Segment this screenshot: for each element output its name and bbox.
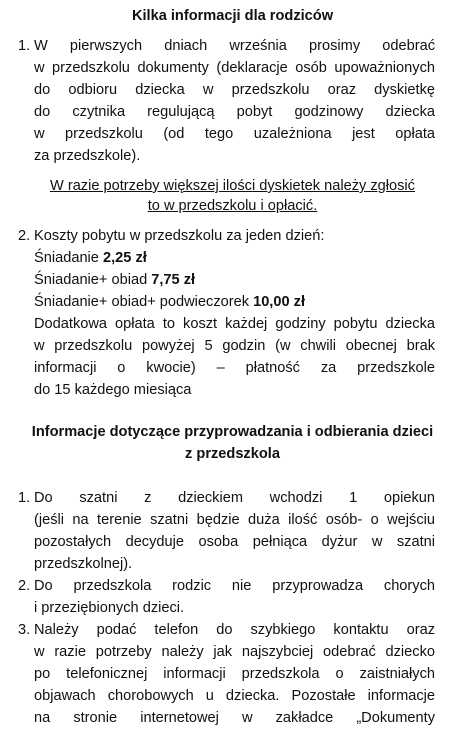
cost-item-price: 2,25 zł	[102, 250, 147, 266]
cost-item	[34, 248, 147, 268]
list-number: 1.	[18, 490, 31, 506]
paragraph-line: objawach chorobowych u dziecka. Pozostałe informacje	[34, 688, 435, 704]
costs-intro: Koszty pobytu w przedszkolu za jeden dzień:	[34, 228, 325, 244]
paragraph-line: i przeziębionych dzieci.	[34, 600, 185, 616]
paragraph-line: na stronie internetowej w zakładce „Dokumenty	[34, 710, 435, 726]
paragraph-line: po telefonicznej informacji przedszkola o zaistniałych	[34, 666, 435, 682]
paragraph-line: do 15 każdego miesiąca	[34, 382, 192, 398]
cost-item-price: 10,00 zł	[253, 294, 306, 310]
paragraph-line: do odbioru dziecka w przedszkolu oraz dyskietkę	[34, 82, 435, 98]
list-number: 2.	[18, 578, 31, 594]
cost-item	[34, 270, 195, 290]
heading-parents-info: Kilka informacji dla rodziców	[131, 8, 334, 24]
cost-item-label: Śniadanie	[34, 250, 103, 266]
cost-item-price: 7,75 zł	[151, 272, 196, 288]
paragraph-line: (jeśli na terenie szatni będzie duża ilość osób- o wejściu	[34, 512, 435, 528]
paragraph-line: w przedszkolu (od tego uzależniona jest opłata	[34, 126, 435, 142]
underlined-note-line: to w przedszkolu i opłacić.	[147, 198, 318, 214]
paragraph-line: za przedszkole).	[34, 148, 141, 164]
heading-drop-off-pickup: Informacje dotyczące przyprowadzania i odbierania dzieci	[31, 424, 434, 440]
list-number: 1.	[18, 38, 31, 54]
paragraph-line: do czytnika regulującą pobyt godzinowy dziecka	[34, 104, 435, 120]
paragraph-line: Do szatni z dzieckiem wchodzi 1 opiekun	[34, 490, 435, 506]
paragraph-line: w przedszkolu powyżej 5 godzin (w chwili obecnej brak	[34, 338, 435, 354]
paragraph-line: przedszkolnej).	[34, 556, 133, 572]
list-number: 2.	[18, 228, 31, 244]
paragraph-line: W pierwszych dniach września prosimy odebrać	[34, 38, 435, 54]
paragraph-line: Dodatkowa opłata to koszt każdej godziny pobytu dziecka	[34, 316, 435, 332]
list-number: 3.	[18, 622, 31, 638]
cost-item-label: Śniadanie+ obiad	[34, 272, 152, 288]
cost-item-label: Śniadanie+ obiad+ podwieczorek	[34, 294, 254, 310]
paragraph-line: pozostałych decyduje osoba pełniąca dyżur w szatni	[34, 534, 435, 550]
paragraph-line: w przedszkolu dokumenty (deklaracje osób upoważnionych	[34, 60, 435, 76]
underlined-note-line: W razie potrzeby większej ilości dyskietek należy zgłosić	[50, 178, 415, 194]
heading-drop-off-pickup-cont: z przedszkola	[185, 446, 280, 462]
paragraph-line: Należy podać telefon do szybkiego kontaktu oraz	[34, 622, 435, 638]
paragraph-line: Do przedszkola rodzic nie przyprowadza chorych	[34, 578, 435, 594]
cost-item	[34, 292, 305, 312]
paragraph-line: informacji o kwocie) – płatność za przedszkole	[34, 360, 435, 376]
paragraph-line: w razie potrzeby należy jak najszybciej odebrać dziecko	[34, 644, 435, 660]
